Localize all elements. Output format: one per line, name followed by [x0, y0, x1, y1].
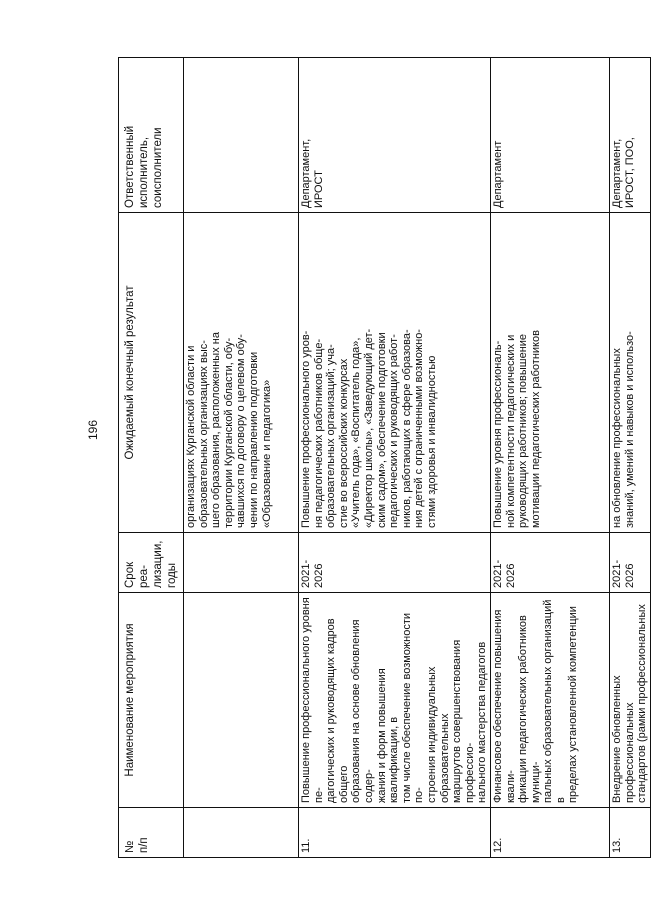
row-responsible: Департамент [490, 58, 609, 213]
table-row [184, 58, 299, 858]
row-term: 2021-2026 [609, 533, 650, 593]
row-result: Повышение уровня профессиональ- ной компетентности педагогических и руководящих работников; повышение мотивации педагогических работников [490, 213, 609, 533]
row-name: Внедрение обновленных профессиональных стандартов (рамки профессиональных [609, 593, 650, 808]
row-responsible: Департамент, ИРОСТ [299, 58, 491, 213]
table-row [299, 58, 491, 858]
row-num: 11. [299, 808, 491, 858]
header-term: Срок реа- лизации, годы [119, 533, 184, 593]
row-name [184, 593, 299, 808]
header-num: № п/п [119, 808, 184, 858]
row-responsible [184, 58, 299, 213]
row-term: 2021-2026 [490, 533, 609, 593]
row-term: 2021-2026 [299, 533, 491, 593]
row-result: Повышение профессионального уров- ня педагогических работников обще- образовательных организаций; уча- стие во всероссийских конкурсах «Учитель года», «Воспитатель года», «Директор школы», «Заведующий дет- ским садом», обеспечение подготовки педагогических и руководящих работ- ников, работающих в сфере образова- ния детей с ограниченными возможно- стями здоровья и инвалидностью [299, 213, 491, 533]
row-responsible: Департамент, ИРОСТ, ПОО, [609, 58, 650, 213]
row-result: организациях Курганской области и образовательных организациях выс- шего образования, расположенных на территории Курганской области, обу- чавшихся по договору о целевом обу- чении по направлению подготовки «Образование и педагогика» [184, 213, 299, 533]
header-result: Ожидаемый конечный результат [119, 213, 184, 533]
header-name: Наименование мероприятия [119, 593, 184, 808]
row-num [184, 808, 299, 858]
page-number: 196 [86, 419, 100, 440]
row-name: Финансовое обеспечение повышения квали- фикации педагогических работников муници- пальных образовательных организаций в пределах установленной компетенции [490, 593, 609, 808]
header-responsible: Ответственный исполнитель, соисполнители [119, 58, 184, 213]
rotated-table-container [118, 58, 649, 858]
row-num: 13. [609, 808, 650, 858]
row-term [184, 533, 299, 593]
table-header-row [119, 58, 184, 858]
row-num: 12. [490, 808, 609, 858]
table-row [609, 58, 650, 858]
row-result: на обновление профессиональных знаний, умений и навыков и использо- [609, 213, 650, 533]
row-name: Повышение профессионального уровня пе- дагогических и руководящих кадров общего образования на основе обновления содер- жания и форм повышения квалификации, в том числе обеспечение возможности по- строения индивидуальных образовательных маршрутов совершенствования профессио- нального мастерства педагогов [299, 593, 491, 808]
activities-table [118, 57, 651, 858]
table-row [490, 58, 609, 858]
